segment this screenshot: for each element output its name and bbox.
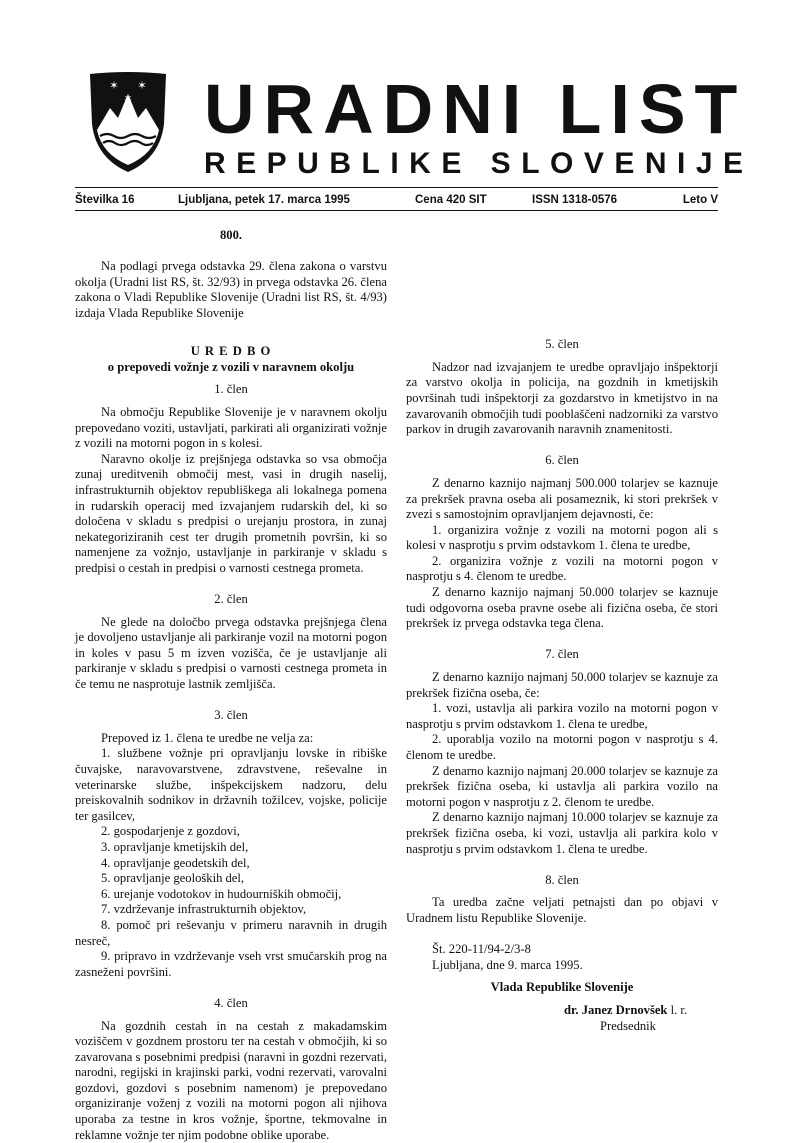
article-3-item: 1. službene vožnje pri opravljanju lovske in ribiške čuvajske, naravovarstvene, zdravstvene, reševalne in veterinarske službe, inšpekcijskem nadzoru, delu preiskovalnih sodnikov in državnih tožilcev, vojske, policije ter gasilcev, xyxy=(75,746,387,824)
article-3-item: 9. pripravo in vzdrževanje vseh vrst smučarskih prog na zasneženi površini. xyxy=(75,949,387,980)
text-column-left xyxy=(75,228,387,1143)
article-1-paragraph-1: Na območju Republike Slovenije je v naravnem okolju prepovedano voziti, ustavljati, parkirati ali organizirati vožnje z vozili na motorni pogon in s kolesi. xyxy=(75,405,387,452)
issue-date: Ljubljana, petek 17. marca 1995 xyxy=(178,191,350,209)
reference-number: Št. 220-11/94-2/3-8 xyxy=(406,942,718,958)
issue-issn: ISSN 1318-0576 xyxy=(532,191,617,209)
article-3-item: 2. gospodarjenje z gozdovi, xyxy=(75,824,387,840)
regulation-subtitle: o prepovedi vožnje z vozili v naravnem okolju xyxy=(75,360,387,376)
issuer: Vlada Republike Slovenije xyxy=(406,980,718,996)
issue-info-bar xyxy=(75,191,718,209)
svg-text:✶: ✶ xyxy=(137,79,146,92)
article-7-paragraph-3: Z denarno kaznijo najmanj 10.000 tolarjev se kaznuje za prekršek fizična oseba, ki vozi, ustavlja ali parkira kolo v nasprotju s prvim odstavkom 1. člena te uredbe. xyxy=(406,810,718,857)
article-2-heading: 2. člen xyxy=(75,592,387,608)
article-7-heading: 7. člen xyxy=(406,647,718,663)
signer-mark: l. r. xyxy=(667,1003,687,1017)
article-2-paragraph-1: Ne glede na določbo prvega odstavka prejšnjega člena je dovoljeno ustavljanje ali parkiranje vozil na motorni pogon in koles v pasu 5 m izven vozišča, če je ustavljanje ali parkiranje v skladu s predpisi o varnosti cestnega prometa in če temu ne nasprotuje lastnik zemljišča. xyxy=(75,615,387,693)
article-8-paragraph-1: Ta uredba začne veljati petnajsti dan po objavi v Uradnem listu Republike Slovenije. xyxy=(406,895,718,926)
coat-of-arms-logo xyxy=(88,72,168,174)
article-6-item-2: 2. organizira vožnje z vozili na motorni pogon v nasprotju s 4. členom te uredbe. xyxy=(406,554,718,585)
preamble: Na podlagi prvega odstavka 29. člena zakona o varstvu okolja (Uradni list RS, št. 32/93) in prvega odstavka 26. člena zakona o Vladi Republike Slovenije (Uradni list RS, št. 4/93) izdaja Vlada Republike Slovenije xyxy=(75,259,387,321)
article-5-heading: 5. člen xyxy=(406,337,718,353)
svg-text:✶: ✶ xyxy=(123,92,132,105)
issue-price: Cena 420 SIT xyxy=(415,191,487,209)
article-1-heading: 1. člen xyxy=(75,382,387,398)
document-number: 800. xyxy=(75,228,387,244)
masthead-subtitle: REPUBLIKE SLOVENIJE xyxy=(204,146,724,182)
issue-year: Leto V xyxy=(683,191,718,209)
article-3-item: 8. pomoč pri reševanju v primeru naravnih in drugih nesreč, xyxy=(75,918,387,949)
issue-number: Številka 16 xyxy=(75,191,134,209)
article-3-item: 4. opravljanje geodetskih del, xyxy=(75,856,387,872)
article-6-paragraph-2: Z denarno kaznijo najmanj 50.000 tolarjev se kaznuje tudi odgovorna oseba pravne osebe ali fizična oseba, če stori prekršek iz prvega odstavka tega člena. xyxy=(406,585,718,632)
article-3-item: 5. opravljanje geoloških del, xyxy=(75,871,387,887)
article-6-paragraph-1: Z denarno kaznijo najmanj 500.000 tolarjev se kaznuje za prekršek pravna oseba ali posameznik, ki stori prekršek v zvezi s samostojnim opravljanjem dejavnosti, če: xyxy=(406,476,718,523)
reference-date: Ljubljana, dne 9. marca 1995. xyxy=(406,958,718,974)
article-3-item: 7. vzdrževanje infrastrukturnih objektov, xyxy=(75,902,387,918)
text-column-right xyxy=(406,228,718,1034)
masthead-rule-bottom xyxy=(75,210,718,211)
article-8-heading: 8. člen xyxy=(406,873,718,889)
article-4-paragraph-1: Na gozdnih cestah in na cestah z makadamskim voziščem v gozdnem prostoru ter na cestah v območjih, ki so zavarovana s posebnimi predpisi (naravni in gozdni rezervati, narodni, regijski in krajinski parki, vodni rezervati, varovalni gozdovi, gozdovi s posebnim namenom) je prepovedano organiziranje voženj z vozili na motorni pogon ali njihova uporaba za testne in kros vožnje, športne, tekmovalne in reklamne vožnje ter njim podobne oblike uporabe. xyxy=(75,1019,387,1143)
regulation-title: U R E D B O xyxy=(75,344,387,360)
masthead-title: URADNI LIST xyxy=(204,70,724,148)
signer-name: dr. Janez Drnovšek xyxy=(564,1003,667,1017)
article-7-paragraph-1: Z denarno kaznijo najmanj 50.000 tolarjev se kaznuje za prekršek fizična oseba, če: xyxy=(406,670,718,701)
signer-title: Predsednik xyxy=(406,1019,718,1035)
article-3-item: 3. opravljanje kmetijskih del, xyxy=(75,840,387,856)
article-6-heading: 6. člen xyxy=(406,453,718,469)
article-4-heading: 4. člen xyxy=(75,996,387,1012)
article-7-item-1: 1. vozi, ustavlja ali parkira vozilo na motorni pogon v nasprotju s prvim odstavkom 1. člena te uredbe, xyxy=(406,701,718,732)
article-7-paragraph-2: Z denarno kaznijo najmanj 20.000 tolarjev se kaznuje za prekršek fizična oseba, ki ustavlja ali parkira vozilo na motorni pogon v nasprotju z 2. členom te uredbe. xyxy=(406,764,718,811)
article-1-paragraph-2: Naravno okolje iz prejšnjega odstavka so vsa območja zunaj ureditvenih območij mest, vasi in drugih naselij, infrastrukturnih objektov republiškega ali lokalnega pomena in rudarskih operacij med izvajanjem rudarskih del, ki so določena v skladu s predpisi o urejanju prostora, in zunaj nekategoriziranih cest ter drugih prometnih površin, ki so namenjene za vožnjo, ustavljanje in parkiranje v skladu s predpisi o cestah in predpisi o varnosti cestnega prometa. xyxy=(75,452,387,577)
svg-text:✶: ✶ xyxy=(109,79,118,92)
article-3-heading: 3. člen xyxy=(75,708,387,724)
signature-line xyxy=(406,1003,718,1019)
article-6-item-1: 1. organizira vožnje z vozili na motorni pogon ali s kolesi v nasprotju s prvim odstavkom 1. člena te uredbe, xyxy=(406,523,718,554)
masthead-rule-top xyxy=(75,187,718,188)
article-7-item-2: 2. uporablja vozilo na motorni pogon v nasprotju s 4. členom te uredbe. xyxy=(406,732,718,763)
article-3-paragraph-1: Prepoved iz 1. člena te uredbe ne velja za: xyxy=(75,731,387,747)
article-5-paragraph-1: Nadzor nad izvajanjem te uredbe opravljajo inšpektorji za varstvo okolja in policija, na gozdnih in kmetijskih površinah tudi inšpektorji za gozdarstvo in kmetijstvo in na zavarovanih območjih tudi pooblaščeni nadzorniki za varstvo parkov in drugih zavarovanih naravnih znamenitosti. xyxy=(406,360,718,438)
article-3-item: 6. urejanje vodotokov in hudourniških območij, xyxy=(75,887,387,903)
